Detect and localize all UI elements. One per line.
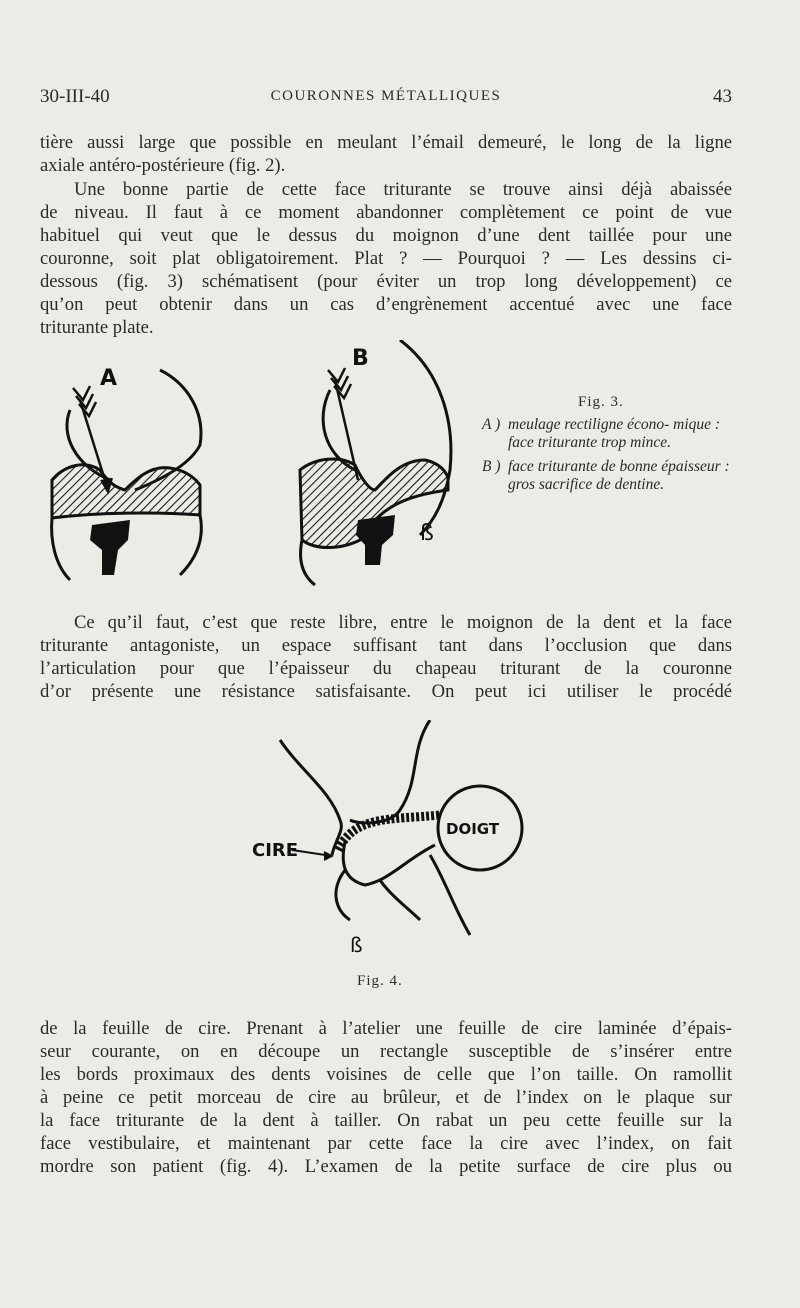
label-a: A xyxy=(100,366,118,391)
text-line: mordre son patient (fig. 4). L’examen de la petite surface de cire plus ou xyxy=(40,1156,732,1177)
header-title: COURONNES MÉTALLIQUES xyxy=(270,88,502,104)
drawing-b xyxy=(300,340,451,585)
paragraph-4 xyxy=(40,1017,732,1178)
signature: ß xyxy=(350,933,363,957)
text-line: triturante plate. xyxy=(40,317,154,338)
signature: ß xyxy=(420,521,434,546)
legend-text: face triturante de bonne épaisseur : gros sacrifice de dentine. xyxy=(508,458,730,493)
paragraph-1 xyxy=(40,131,732,177)
text-line: de niveau. Il faut à ce moment abandonner complètement ce point de vue xyxy=(40,202,732,223)
text-line: les bords proximaux des dents voisines de celle que l’on taille. On ramollit xyxy=(40,1064,732,1085)
text-line: triturante antagoniste, un espace suffisant tant dans l’occlusion que dans xyxy=(40,635,732,656)
text-line: de la feuille de cire. Prenant à l’atelier une feuille de cire laminée d’épais- xyxy=(40,1018,732,1039)
legend-item-a xyxy=(478,416,732,452)
text-line: habituel qui veut que le dessus du moignon d’une dent taillée pour une xyxy=(40,225,732,246)
text-line: face vestibulaire, et maintenant par cette face la cire avec l’index, on fait xyxy=(40,1133,732,1154)
text-line: couronne, soit plat obligatoirement. Plat ? — Pourquoi ? — Les dessins ci- xyxy=(40,248,732,269)
text-line: à peine ce petit morceau de cire au brûleur, et de l’index on le plaque sur xyxy=(40,1087,732,1108)
text-line: qu’on peut obtenir dans un cas d’engrènement accentué avec une face xyxy=(40,294,732,315)
figure-3-legend xyxy=(478,416,732,500)
drawing-a xyxy=(52,366,202,580)
text-line: la face triturante de la dent à tailler. On rabat un peu cette feuille sur la xyxy=(40,1110,732,1131)
legend-tag: B ) xyxy=(482,458,501,475)
text-line: seur courante, on en découpe un rectangle susceptible de s’insérer entre xyxy=(40,1041,732,1062)
paragraph-2 xyxy=(40,178,732,339)
page-number: 43 xyxy=(713,86,732,107)
paragraph-3 xyxy=(40,611,732,703)
text-line: l’articulation pour que l’épaisseur du chapeau triturant de la couronne xyxy=(40,658,732,679)
figure-3-caption: Fig. 3. xyxy=(578,394,624,410)
running-header xyxy=(40,86,732,110)
text-line: axiale antéro-postérieure (fig. 2). xyxy=(40,155,286,176)
text-line: tière aussi large que possible en meulant l’émail demeuré, le long de la ligne xyxy=(40,132,732,153)
text-line: d’or présente une résistance satisfaisante. On peut ici utiliser le procédé xyxy=(40,681,732,702)
text-line: Une bonne partie de cette face triturante se trouve ainsi déjà abaissée xyxy=(74,179,732,200)
legend-item-b xyxy=(478,458,732,494)
text-line: dessous (fig. 3) schématisent (pour éviter un trop long développement) ce xyxy=(40,271,732,292)
legend-text: meulage rectiligne écono- mique : face triturante trop mince. xyxy=(508,416,721,451)
figure-4-drawing xyxy=(240,720,530,965)
legend-tag: A ) xyxy=(482,416,501,433)
figure-4-caption: Fig. 4. xyxy=(357,973,403,989)
header-date: 30-III-40 xyxy=(40,86,110,107)
label-b: B xyxy=(352,346,369,371)
text-line: Ce qu’il faut, c’est que reste libre, entre le moignon de la dent et la face xyxy=(74,612,732,633)
label-doigt: DOIGT xyxy=(446,820,500,838)
label-cire: CIRE xyxy=(252,840,299,861)
figure-3-drawing xyxy=(40,340,460,590)
